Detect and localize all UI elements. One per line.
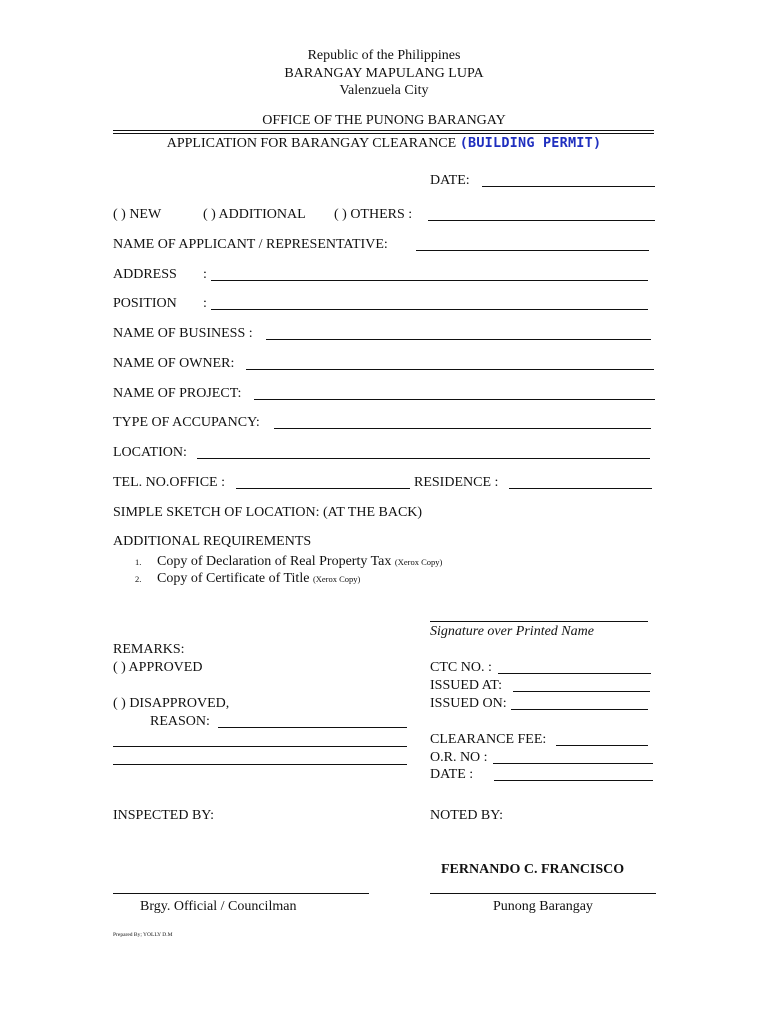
- left-sign-caption: Brgy. Official / Councilman: [140, 899, 297, 914]
- payment-date-field-line[interactable]: [494, 780, 653, 781]
- issued-on-label: ISSUED ON:: [430, 696, 507, 711]
- requirement-item: [135, 555, 442, 569]
- remarks-title: REMARKS:: [113, 642, 185, 657]
- position-field-line[interactable]: [211, 309, 648, 310]
- reason-label: REASON:: [150, 714, 210, 729]
- sketch-label: SIMPLE SKETCH OF LOCATION: (AT THE BACK): [113, 505, 423, 520]
- or-no-field-line[interactable]: [493, 763, 653, 764]
- republic-text: Republic of the Philippines: [307, 48, 461, 63]
- address-colon: :: [203, 267, 207, 282]
- requirements-title: ADDITIONAL REQUIREMENTS: [113, 534, 312, 549]
- location-field-line[interactable]: [197, 458, 650, 459]
- signature-caption: Signature over Printed Name: [430, 624, 594, 639]
- punong-barangay-signature-line[interactable]: [430, 893, 656, 894]
- occupancy-label: TYPE OF ACCUPANCY:: [113, 415, 260, 430]
- applicant-field-line[interactable]: [416, 250, 649, 251]
- business-field-line[interactable]: [266, 339, 651, 340]
- date-field-line[interactable]: [482, 186, 655, 187]
- owner-label: NAME OF OWNER:: [113, 356, 235, 371]
- office-title: OFFICE OF THE PUNONG BARANGAY: [262, 113, 506, 128]
- reason-field-line[interactable]: [218, 727, 407, 728]
- application-title: [0, 137, 768, 151]
- header-rule-bottom: [113, 133, 654, 134]
- ctc-label: CTC NO. :: [430, 660, 492, 675]
- requirement-number: 1.: [135, 557, 142, 567]
- issued-at-label: ISSUED AT:: [430, 678, 503, 693]
- requirement-text: Copy of Certificate of Title: [157, 571, 310, 586]
- requirement-text: Copy of Declaration of Real Property Tax: [157, 554, 392, 569]
- requirement-note: (Xerox Copy): [394, 557, 443, 567]
- tel-office-label: TEL. NO.OFFICE :: [113, 475, 225, 490]
- noted-by-label: NOTED BY:: [430, 808, 503, 823]
- requirement-number: 2.: [135, 574, 142, 584]
- applicant-signature-line[interactable]: [430, 621, 648, 622]
- applicant-label: NAME OF APPLICANT / REPRESENTATIVE:: [113, 237, 388, 252]
- header-rule-top: [113, 130, 654, 131]
- application-title-prefix: APPLICATION FOR BARANGAY CLEARANCE: [166, 136, 457, 151]
- project-label: NAME OF PROJECT:: [113, 386, 242, 401]
- disapproved-option[interactable]: ( ) DISAPPROVED,: [113, 696, 230, 711]
- project-field-line[interactable]: [254, 399, 655, 400]
- approved-option[interactable]: ( ) APPROVED: [113, 660, 203, 675]
- prepared-by-note: Prepared By; YOLLY D.M: [113, 932, 173, 938]
- additional-option[interactable]: ( ) ADDITIONAL: [203, 207, 306, 222]
- or-no-label: O.R. NO :: [430, 750, 488, 765]
- new-option[interactable]: ( ) NEW: [113, 207, 162, 222]
- issued-on-field-line[interactable]: [511, 709, 648, 710]
- issued-at-field-line[interactable]: [513, 691, 650, 692]
- right-sign-caption: Punong Barangay: [493, 899, 593, 914]
- residence-label: RESIDENCE :: [414, 475, 499, 490]
- tel-office-field-line[interactable]: [236, 488, 410, 489]
- occupancy-field-line[interactable]: [274, 428, 651, 429]
- ctc-field-line[interactable]: [498, 673, 651, 674]
- reason-extra-line-2[interactable]: [113, 764, 407, 765]
- address-field-line[interactable]: [211, 280, 648, 281]
- owner-field-line[interactable]: [246, 369, 654, 370]
- application-title-highlight: (BUILDING PERMIT): [459, 135, 602, 151]
- others-option[interactable]: ( ) OTHERS :: [334, 207, 413, 222]
- date-label: DATE:: [430, 173, 470, 188]
- position-label: POSITION: [113, 296, 177, 311]
- barangay-name: BARANGAY MAPULANG LUPA: [284, 66, 484, 81]
- clearance-fee-label: CLEARANCE FEE:: [430, 732, 547, 747]
- requirement-item: [135, 572, 360, 586]
- inspected-by-label: INSPECTED BY:: [113, 808, 215, 823]
- reason-extra-line-1[interactable]: [113, 746, 407, 747]
- inspector-signature-line[interactable]: [113, 893, 369, 894]
- position-colon: :: [203, 296, 207, 311]
- clearance-fee-field-line[interactable]: [556, 745, 648, 746]
- requirement-note: (Xerox Copy): [312, 574, 361, 584]
- address-label: ADDRESS: [113, 267, 177, 282]
- official-name: FERNANDO C. FRANCISCO: [441, 862, 625, 877]
- payment-date-label: DATE :: [430, 767, 474, 782]
- city-name: Valenzuela City: [339, 83, 429, 98]
- others-field-line[interactable]: [428, 220, 655, 221]
- location-label: LOCATION:: [113, 445, 187, 460]
- residence-field-line[interactable]: [509, 488, 652, 489]
- business-label: NAME OF BUSINESS :: [113, 326, 253, 341]
